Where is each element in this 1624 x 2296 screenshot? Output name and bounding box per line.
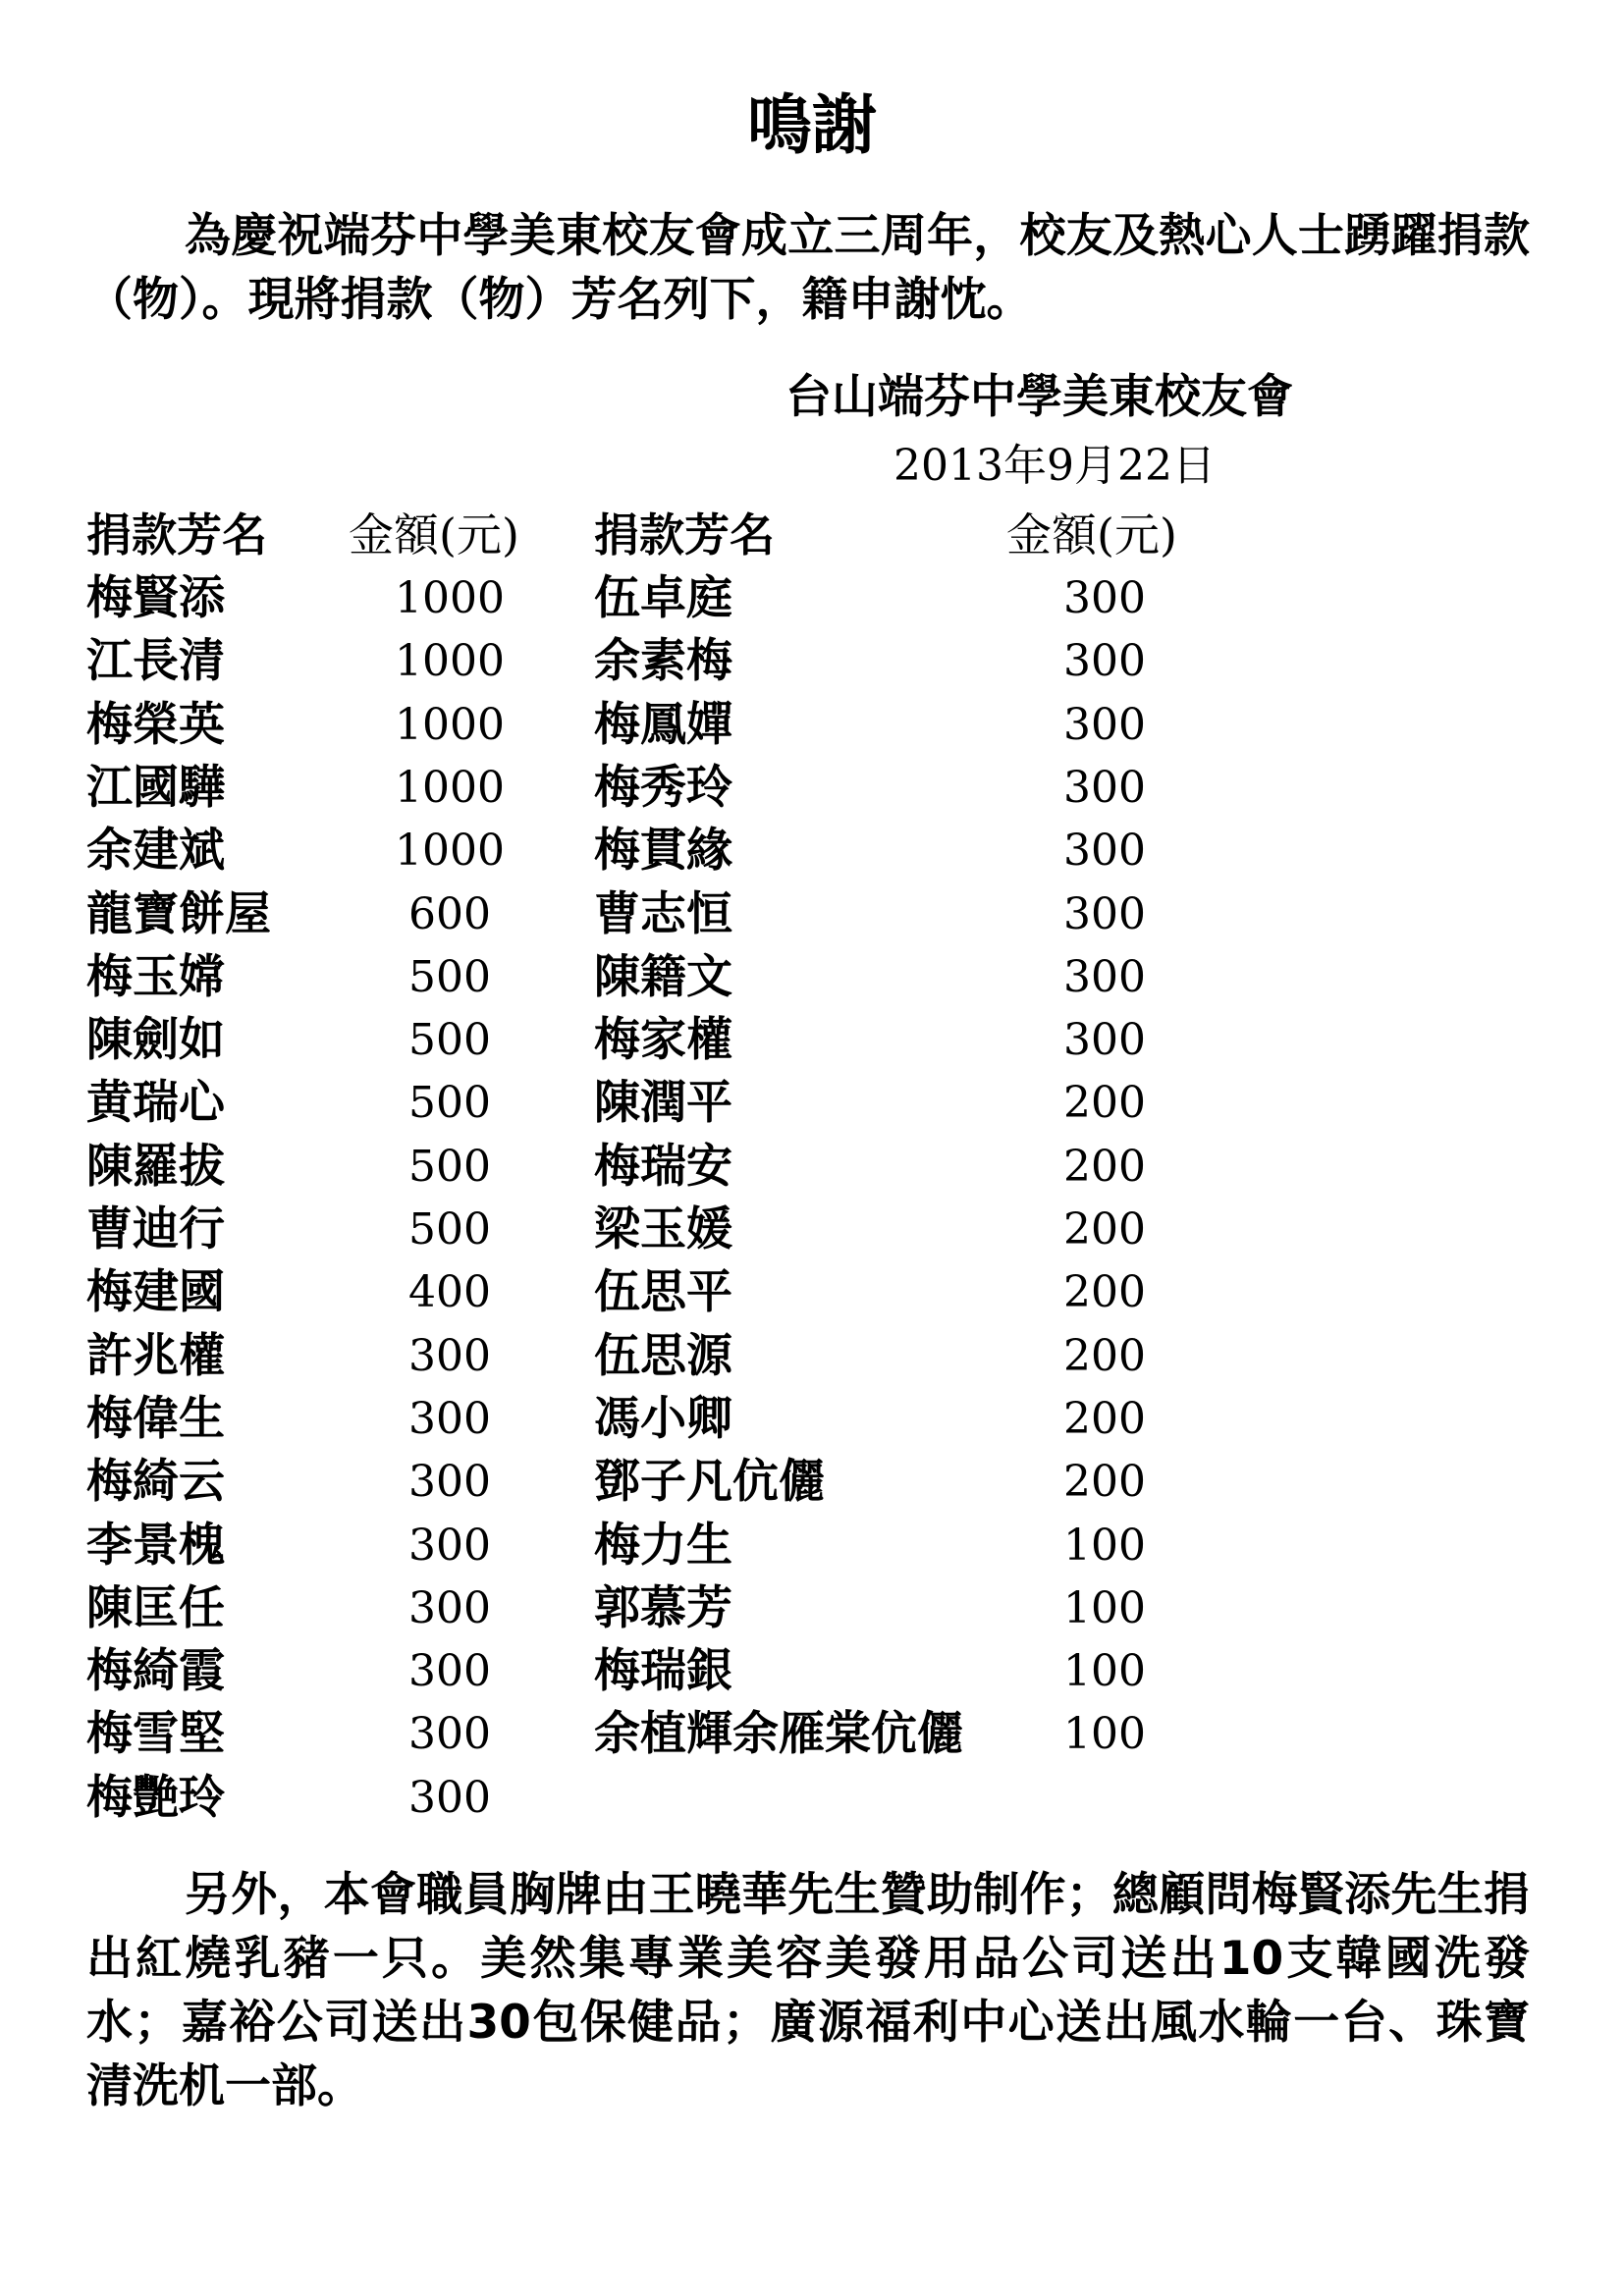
donor-amount: 1000: [395, 636, 505, 687]
donor-name: 陳羅拔: [86, 1139, 225, 1194]
donor-row: [0, 630, 1624, 693]
donor-name: 江長清: [86, 634, 225, 689]
donor-amount: 200: [1063, 1457, 1146, 1508]
donor-row: [0, 1261, 1624, 1324]
donor-row: [0, 1515, 1624, 1577]
donor-row: [0, 1072, 1624, 1135]
header-name-left: 捐款芳名: [86, 508, 267, 561]
donor-amount: 300: [408, 1330, 491, 1381]
donor-name: 梅雪堅: [86, 1707, 225, 1762]
signature-org: 台山端芬中學美東校友會: [785, 370, 1293, 424]
donor-name: 梅綺霞: [86, 1644, 225, 1699]
donor-amount: 600: [408, 888, 491, 939]
donor-amount: 100: [1063, 1646, 1146, 1697]
donor-name: 伍思平: [594, 1265, 732, 1320]
donor-name: 余植輝余雁棠伉儷: [594, 1707, 963, 1762]
donor-row: [0, 1703, 1624, 1766]
donor-name: 陳匡任: [86, 1580, 225, 1635]
donor-row: [0, 567, 1624, 630]
signature-date: 2013年9月22日: [893, 441, 1216, 491]
donor-amount: 300: [1063, 573, 1146, 623]
donor-name: 梅力生: [594, 1518, 732, 1573]
donor-row: [0, 1388, 1624, 1451]
donor-name: 梁玉媛: [594, 1202, 732, 1256]
donor-row: [0, 1325, 1624, 1388]
donor-amount: 300: [1063, 888, 1146, 939]
donor-amount: 300: [1063, 826, 1146, 877]
donor-name: 伍思源: [594, 1328, 732, 1383]
donor-row: [0, 757, 1624, 820]
donor-amount: 400: [408, 1267, 491, 1318]
donor-amount: 500: [408, 1204, 491, 1255]
donor-amount: 1000: [395, 699, 505, 750]
closing-paragraph: 另外，本會職員胸牌由王曉華先生贊助制作；總顧問梅賢添先生捐出紅燒乳豬一只。美然集專業美容美發用品公司送出10支韓國洗發水；嘉裕公司送出30包保健品；廣源福利中心送出風水輪一台、珠寶清洗机一部。: [86, 1868, 1530, 2113]
donor-row: [0, 820, 1624, 882]
donor-amount: 200: [1063, 1204, 1146, 1255]
donor-row: [0, 694, 1624, 757]
donor-name: 曹迪行: [86, 1202, 225, 1256]
donor-amount: 300: [1063, 762, 1146, 813]
donor-amount: 200: [1063, 1330, 1146, 1381]
donor-amount: 300: [1063, 636, 1146, 687]
donor-name: 陳潤平: [594, 1076, 732, 1131]
donor-amount: 300: [408, 1393, 491, 1444]
donor-amount: 500: [408, 1141, 491, 1192]
donor-amount: 200: [1063, 1267, 1146, 1318]
donor-amount: 300: [408, 1457, 491, 1508]
donor-amount: 300: [408, 1772, 491, 1823]
donor-name: 梅建國: [86, 1265, 225, 1320]
donor-amount: 300: [408, 1520, 491, 1571]
header-amount-left: 金額(元): [349, 508, 519, 561]
donor-name: 馮小卿: [594, 1391, 732, 1446]
donor-name: 梅偉生: [86, 1391, 225, 1446]
donor-name: 梅瑞安: [594, 1139, 732, 1194]
donor-amount: 200: [1063, 1393, 1146, 1444]
donor-list-header: [0, 501, 1624, 569]
donor-row: [0, 1577, 1624, 1640]
donor-name: 黄瑞心: [86, 1076, 225, 1131]
donor-name: 余素梅: [594, 634, 732, 689]
donor-amount: 300: [1063, 699, 1146, 750]
donor-name: 郭慕芳: [594, 1580, 732, 1635]
donor-amount: 200: [1063, 1141, 1146, 1192]
donor-amount: 500: [408, 1078, 491, 1129]
donor-amount: 100: [1063, 1520, 1146, 1571]
donor-name: 李景槐: [86, 1518, 225, 1573]
page-title: 鳴謝: [747, 87, 877, 163]
donor-amount: 500: [408, 951, 491, 1002]
donor-amount: 1000: [395, 573, 505, 623]
donor-name: 江國驊: [86, 760, 225, 815]
donor-row: [0, 883, 1624, 946]
donor-amount: 1000: [395, 762, 505, 813]
donor-row: [0, 946, 1624, 1009]
donor-amount: 300: [408, 1582, 491, 1633]
donor-amount: 100: [1063, 1709, 1146, 1760]
header-amount-right: 金額(元): [1006, 508, 1177, 561]
donor-name: 梅瑞銀: [594, 1644, 732, 1699]
donor-name: 龍寶餅屋: [86, 886, 271, 941]
donor-name: 梅秀玲: [594, 760, 732, 815]
donor-name: 梅艷玲: [86, 1770, 225, 1825]
donor-name: 梅綺云: [86, 1455, 225, 1510]
donor-amount: 1000: [395, 826, 505, 877]
donor-name: 陳籍文: [594, 949, 732, 1004]
donor-name: 梅鳳嬋: [594, 697, 732, 752]
donor-name: 梅家權: [594, 1013, 732, 1068]
header-name-right: 捐款芳名: [594, 508, 775, 561]
donor-name: 許兆權: [86, 1328, 225, 1383]
donor-row: [0, 1640, 1624, 1703]
donor-amount: 500: [408, 1015, 491, 1066]
donor-name: 伍卓庭: [594, 571, 732, 625]
intro-paragraph: 為慶祝端芬中學美東校友會成立三周年，校友及熱心人士踴躍捐款（物）。現將捐款（物）芳名列下，籍申謝忱。: [86, 209, 1530, 327]
donor-row: [0, 1451, 1624, 1514]
donor-name: 梅玉嫦: [86, 949, 225, 1004]
donor-name: 鄧子凡伉儷: [594, 1455, 825, 1510]
donor-name: 曹志恒: [594, 886, 732, 941]
donor-row: [0, 1199, 1624, 1261]
donor-row: [0, 1009, 1624, 1072]
donor-row: [0, 1136, 1624, 1199]
donor-name: 梅榮英: [86, 697, 225, 752]
donor-amount: 300: [408, 1709, 491, 1760]
donor-name: 陳劍如: [86, 1013, 225, 1068]
donor-amount: 300: [1063, 951, 1146, 1002]
donor-amount: 300: [1063, 1015, 1146, 1066]
donor-name: 梅貫緣: [594, 824, 732, 879]
donor-amount: 200: [1063, 1078, 1146, 1129]
donor-row: [0, 1767, 1624, 1830]
donor-name: 余建斌: [86, 824, 225, 879]
donor-name: 梅賢添: [86, 571, 225, 625]
donor-amount: 300: [408, 1646, 491, 1697]
donor-amount: 100: [1063, 1582, 1146, 1633]
